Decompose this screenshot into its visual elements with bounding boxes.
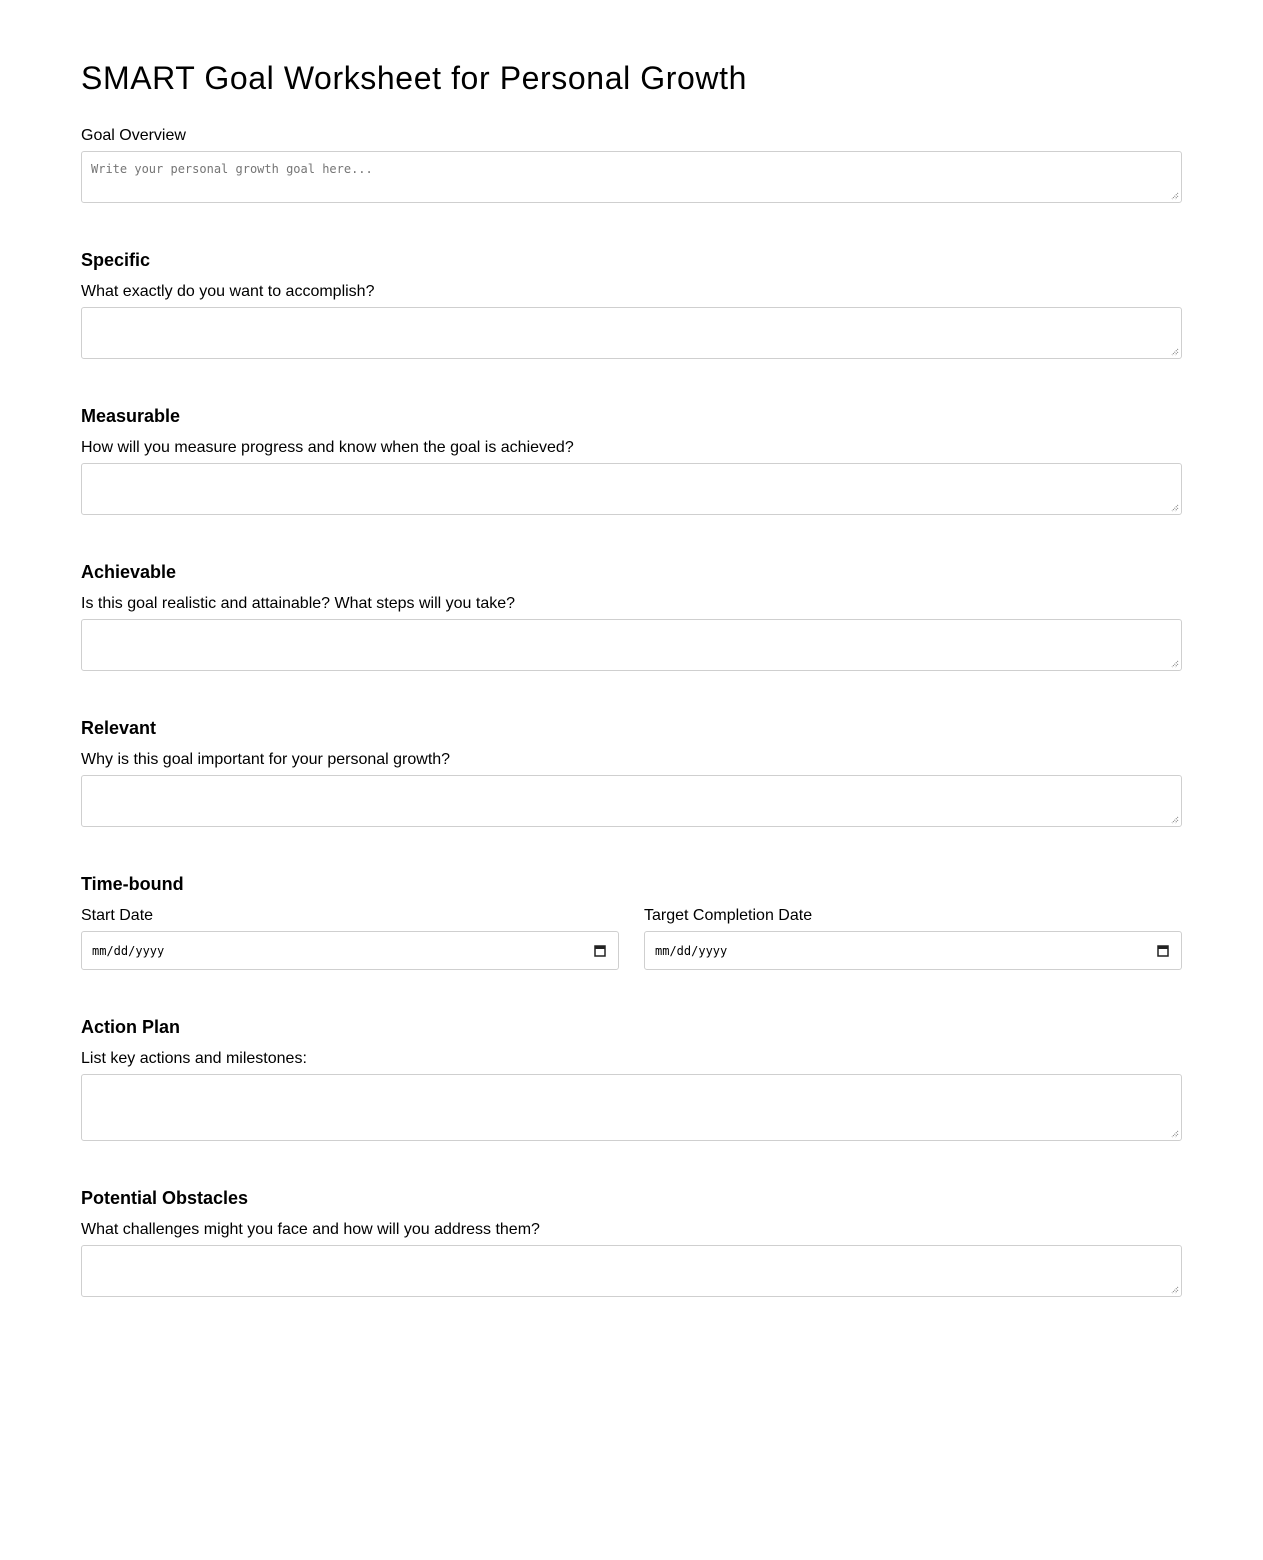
achievable-textarea[interactable] <box>81 619 1182 671</box>
start-date-input[interactable] <box>81 931 619 970</box>
specific-textarea[interactable] <box>81 307 1182 359</box>
section-title-relevant: Relevant <box>81 718 157 738</box>
measurable-textarea[interactable] <box>81 463 1182 515</box>
resize-grip-icon[interactable] <box>1171 504 1179 512</box>
section-title-timebound: Time-bound <box>81 874 184 894</box>
resize-grip-icon[interactable] <box>1171 1130 1179 1138</box>
start-date-label: Start Date <box>81 907 154 924</box>
section-title-measurable: Measurable <box>81 406 181 426</box>
start-date-placeholder: mm/dd/yyyy <box>92 944 165 958</box>
resize-grip-icon[interactable] <box>1171 1286 1179 1294</box>
section-title-action-plan: Action Plan <box>81 1017 181 1037</box>
relevant-textarea[interactable] <box>81 775 1182 827</box>
achievable-prompt: Is this goal realistic and attainable? What steps will you take? <box>81 595 516 612</box>
obstacles-textarea[interactable] <box>81 1245 1182 1297</box>
goal-overview-label: Goal Overview <box>81 127 186 144</box>
specific-prompt: What exactly do you want to accomplish? <box>81 283 375 300</box>
resize-grip-icon[interactable] <box>1171 192 1179 200</box>
calendar-icon[interactable] <box>1157 944 1169 957</box>
calendar-icon[interactable] <box>594 944 606 957</box>
target-date-label: Target Completion Date <box>644 907 813 924</box>
action-plan-textarea[interactable] <box>81 1074 1182 1141</box>
obstacles-prompt: What challenges might you face and how will you address them? <box>81 1221 540 1238</box>
page-title: SMART Goal Worksheet for Personal Growth <box>81 60 748 96</box>
resize-grip-icon[interactable] <box>1171 660 1179 668</box>
target-date-input[interactable] <box>644 931 1182 970</box>
section-title-obstacles: Potential Obstacles <box>81 1188 249 1208</box>
target-date-placeholder: mm/dd/yyyy <box>655 944 728 958</box>
section-title-specific: Specific <box>81 250 151 270</box>
measurable-prompt: How will you measure progress and know when the goal is achieved? <box>81 439 574 456</box>
goal-overview-placeholder: Write your personal growth goal here... <box>91 162 373 176</box>
relevant-prompt: Why is this goal important for your personal growth? <box>81 751 451 768</box>
goal-overview-textarea[interactable] <box>81 151 1182 203</box>
resize-grip-icon[interactable] <box>1171 816 1179 824</box>
action-plan-prompt: List key actions and milestones: <box>81 1050 307 1067</box>
section-title-achievable: Achievable <box>81 562 177 582</box>
resize-grip-icon[interactable] <box>1171 348 1179 356</box>
